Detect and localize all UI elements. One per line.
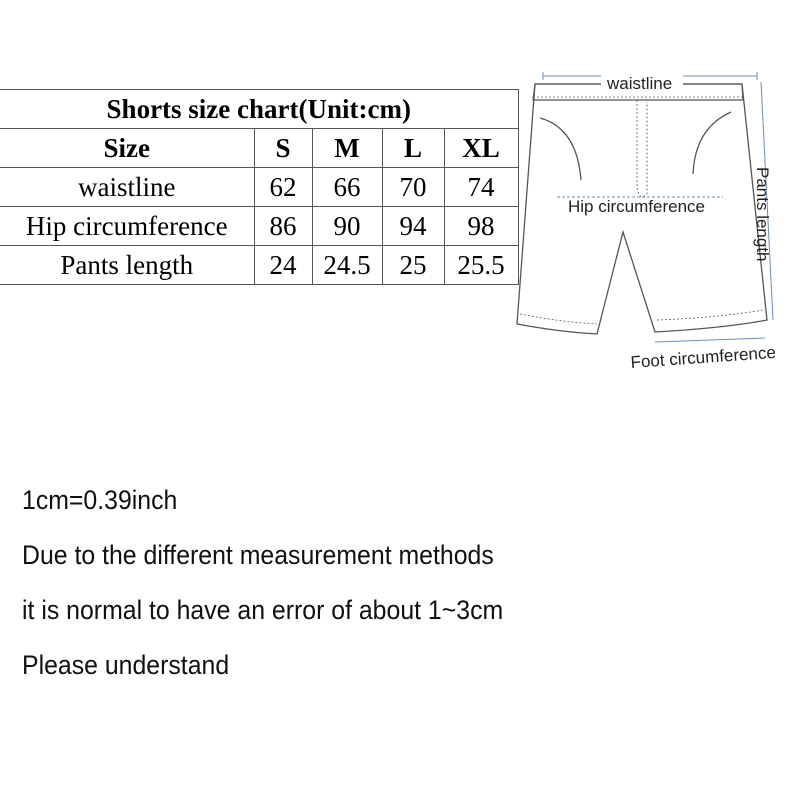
- table-header-row: [0, 129, 518, 168]
- row-label: Pants length: [0, 246, 254, 285]
- table-cell: 90: [312, 207, 382, 246]
- notes-list: [22, 478, 503, 698]
- table-row: [0, 207, 518, 246]
- note-line: Please understand: [22, 650, 230, 680]
- size-chart-table: [0, 89, 519, 285]
- table-cell: 98: [444, 207, 518, 246]
- table-cell: 66: [312, 168, 382, 207]
- table-cell: 62: [254, 168, 312, 207]
- table-cell: 94: [382, 207, 444, 246]
- table-cell: 74: [444, 168, 518, 207]
- table-row: [0, 168, 518, 207]
- shorts-diagram: [505, 62, 800, 382]
- table-cell: 24.5: [312, 246, 382, 285]
- table-cell: 25.5: [444, 246, 518, 285]
- header-cell: Size: [0, 129, 254, 168]
- note-line: it is normal to have an error of about 1~3cm: [22, 595, 504, 625]
- table-cell: 24: [254, 246, 312, 285]
- header-cell: S: [254, 129, 312, 168]
- header-cell: M: [312, 129, 382, 168]
- header-cell: XL: [444, 129, 518, 168]
- note-line: Due to the different measurement methods: [22, 540, 494, 570]
- waistline-label: waistline: [607, 74, 673, 93]
- hip-circumference-label: Hip circumference: [568, 197, 705, 216]
- foot-circumference-label: Foot circumference: [629, 342, 777, 372]
- header-cell: L: [382, 129, 444, 168]
- note-line: 1cm=0.39inch: [22, 485, 178, 515]
- table-cell: 25: [382, 246, 444, 285]
- table-title: Shorts size chart(Unit:cm): [0, 90, 518, 129]
- row-label: Hip circumference: [0, 207, 254, 246]
- table-row: [0, 246, 518, 285]
- table-cell: 70: [382, 168, 444, 207]
- pants-length-label: Pants length: [753, 167, 772, 262]
- table-title-row: [0, 90, 518, 129]
- foot-measure-line: [655, 338, 765, 342]
- row-label: waistline: [0, 168, 254, 207]
- table-cell: 86: [254, 207, 312, 246]
